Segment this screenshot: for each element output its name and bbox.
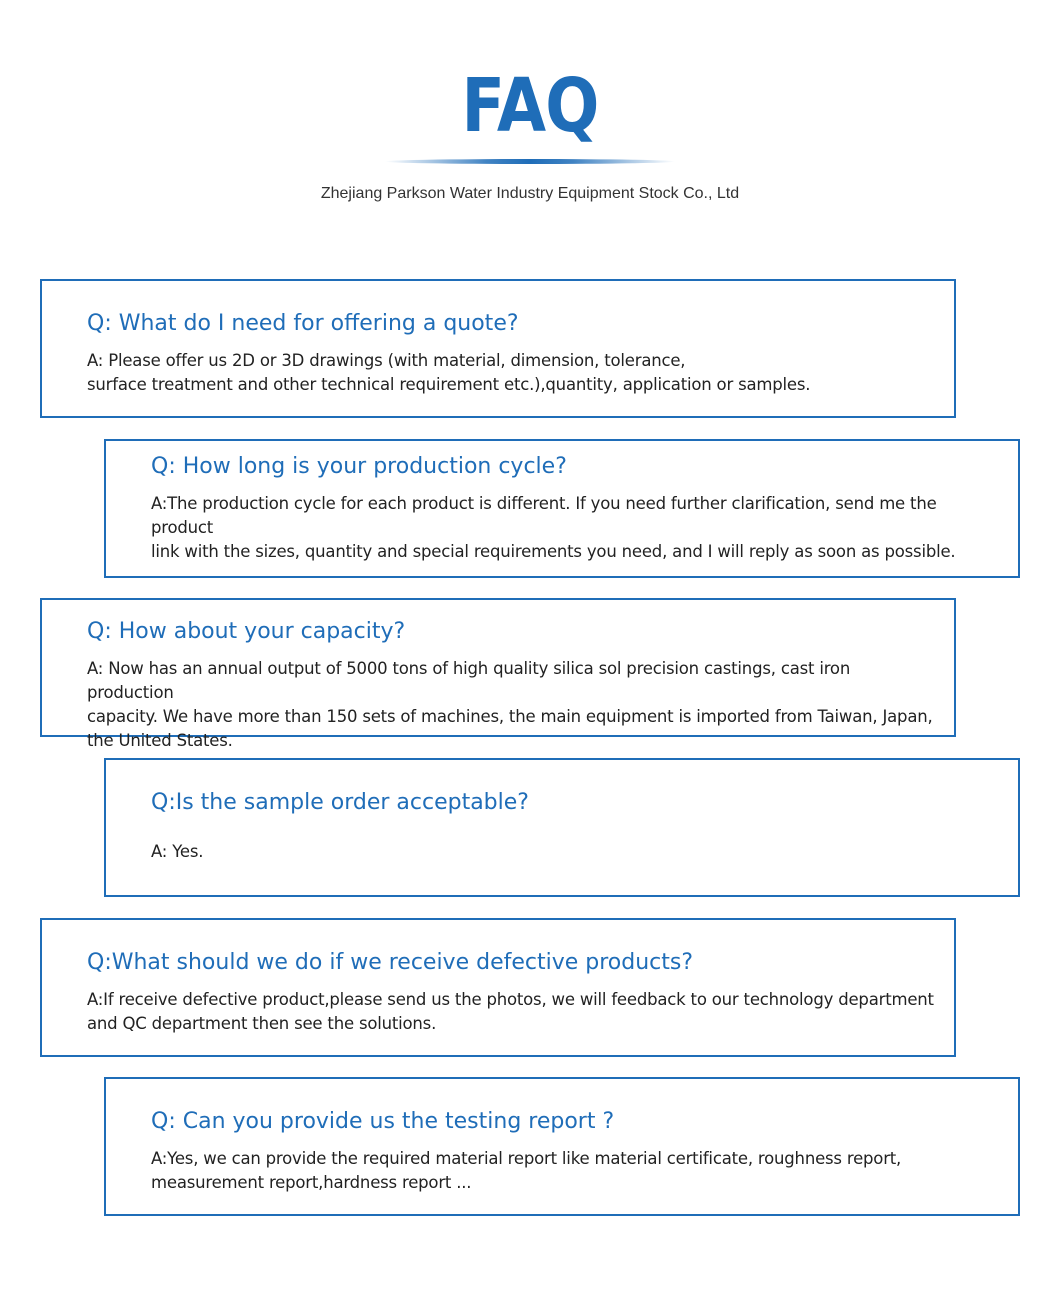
faq-question: Q: How about your capacity?: [87, 619, 406, 644]
faq-answer: A: Yes.: [151, 842, 204, 861]
faq-item-defective-products: [40, 918, 956, 1057]
faq-question: Q: Can you provide us the testing report ?: [151, 1109, 615, 1134]
faq-question: Q:What should we do if we receive defective products?: [87, 950, 694, 975]
title-underline-divider: [385, 159, 675, 164]
faq-item-capacity: [40, 598, 956, 750]
faq-item-production-cycle: [104, 439, 1020, 578]
faq-answer: A:Yes, we can provide the required material report like material certificate, roughness report, measurement report,hardness report ...: [151, 1149, 902, 1192]
faq-question: Q:Is the sample order acceptable?: [151, 790, 529, 815]
faq-answer: A:The production cycle for each product is different. If you need further clarification, send me the product link with the sizes, quantity and special requirements you need, and I will reply as soon as possible.: [151, 494, 956, 561]
faq-item-quote: [40, 279, 956, 418]
company-name: Zhejiang Parkson Water Industry Equipment Stock Co., Ltd: [320, 185, 740, 202]
faq-title: FAQ: [461, 63, 599, 149]
page-header: [0, 0, 1060, 230]
faq-answer: A: Please offer us 2D or 3D drawings (with material, dimension, tolerance, surface treatment and other technical requirement etc.),quantity, application or samples.: [87, 351, 811, 394]
faq-question: Q: What do I need for offering a quote?: [87, 311, 519, 336]
faq-answer: A:If receive defective product,please send us the photos, we will feedback to our technology department and QC department then see the solutions.: [87, 990, 934, 1033]
faq-question: Q: How long is your production cycle?: [151, 454, 567, 479]
faq-item-sample-order: [104, 758, 1020, 897]
faq-item-testing-report: [104, 1077, 1020, 1216]
faq-answer: A: Now has an annual output of 5000 tons of high quality silica sol precision castings, cast iron production capacity. We have more than 150 sets of machines, the main equipment is imported from Taiwan, Japan, the United States.: [87, 659, 933, 750]
